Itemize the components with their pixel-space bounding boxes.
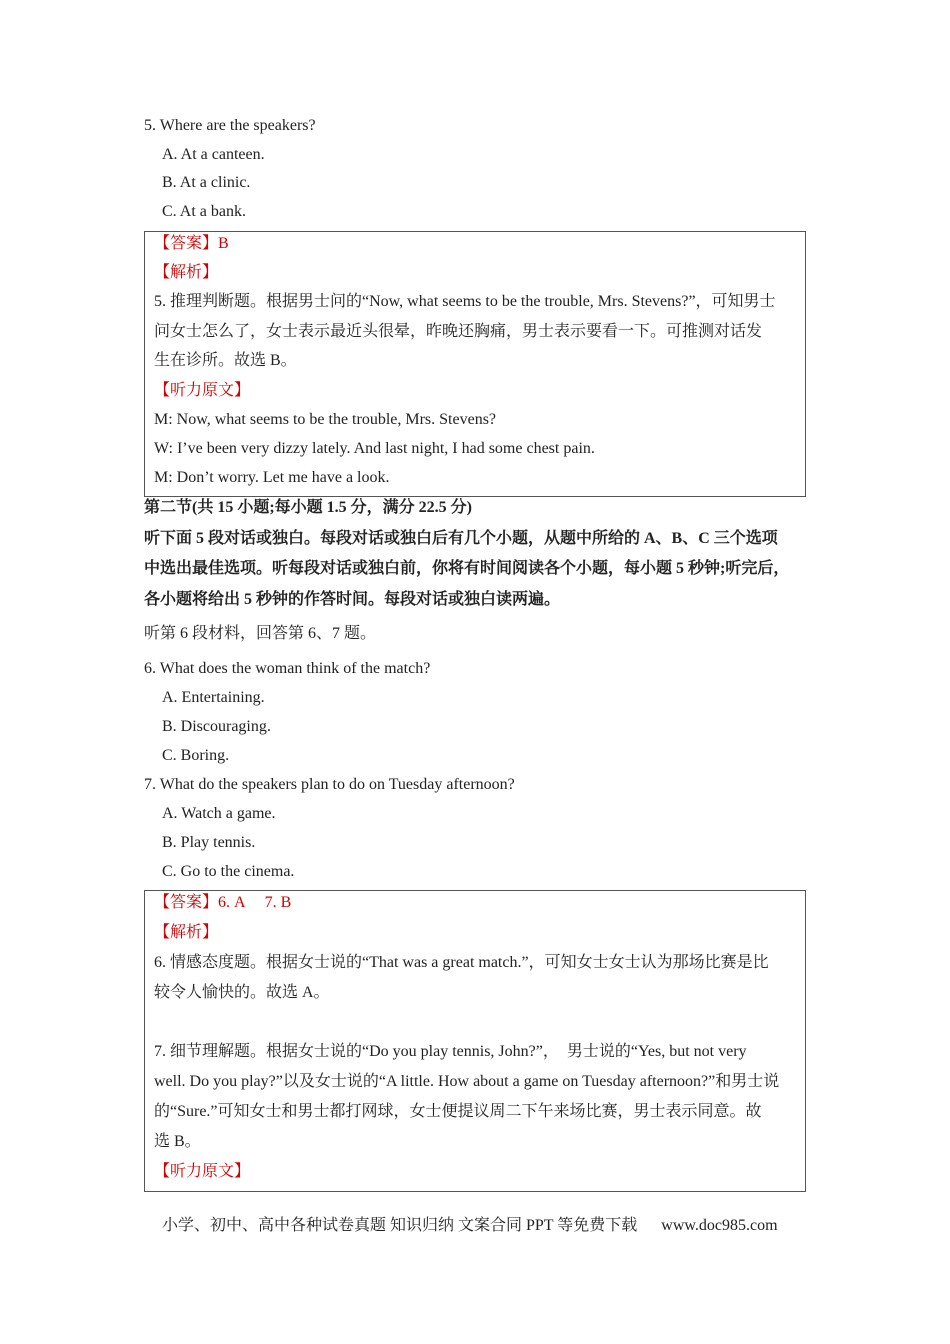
q5-option-b: B. At a clinic. (162, 174, 251, 191)
q7-option-b: B. Play tennis. (162, 834, 256, 851)
answer-label: 【答案】B (154, 235, 229, 252)
analysis-line: 7. 细节理解题。根据女士说的“Do you play tennis, John?”， 男士说的“Yes, but not very (154, 1043, 747, 1060)
answer-box-q5 (144, 231, 806, 497)
analysis-line: well. Do you play?”以及女士说的“A little. How about a game on Tuesday afternoon?”和男士说 (154, 1073, 780, 1090)
q5-option-a: A. At a canteen. (162, 146, 265, 163)
footer-site-link[interactable]: www.doc985.com (661, 1217, 778, 1234)
answer-box-q6-q7 (144, 890, 806, 1192)
q5-question: 5. Where are the speakers? (144, 117, 316, 134)
q7-option-c: C. Go to the cinema. (162, 863, 295, 880)
transcript-label: 【听力原文】 (154, 1163, 251, 1180)
transcript-line: M: Now, what seems to be the trouble, Mrs. Stevens? (154, 411, 497, 428)
analysis-line: 生在诊所。故选 B。 (154, 352, 297, 369)
instruction-line: 各小题将给出 5 秒钟的作答时间。每段对话或独白读两遍。 (144, 591, 561, 608)
footer-text: 小学、初中、高中各种试卷真题 知识归纳 文案合同 PPT 等免费下载 (162, 1217, 638, 1234)
analysis-line: 6. 情感态度题。根据女士说的“That was a great match.”，可知女士女士认为那场比赛是比 (154, 954, 769, 971)
instruction-line: 中选出最佳选项。听每段对话或独白前，你将有时间阅读各个小题，每小题 5 秒钟;听完后， (144, 560, 790, 577)
instruction-line: 听下面 5 段对话或独白。每段对话或独白后有几个小题，从题中所给的 A、B、C 三个选项 (144, 530, 778, 547)
answer-label: 【答案】6. A 7. B (154, 894, 292, 911)
q6-option-b: B. Discouraging. (162, 718, 271, 735)
q5-option-c: C. At a bank. (162, 203, 246, 220)
analysis-line: 选 B。 (154, 1133, 201, 1150)
analysis-line: 的“Sure.”可知女士和男士都打网球，女士便提议周二下午来场比赛，男士表示同意。故 (154, 1103, 762, 1120)
analysis-line: 5. 推理判断题。根据男士问的“Now, what seems to be the trouble, Mrs. Stevens?”，可知男士 (154, 293, 776, 310)
material-note: 听第 6 段材料，回答第 6、7 题。 (144, 625, 377, 642)
analysis-line: 问女士怎么了，女士表示最近头很晕，昨晚还胸痛，男士表示要看一下。可推测对话发 (154, 323, 763, 340)
page-footer (162, 1212, 778, 1235)
q6-question: 6. What does the woman think of the match? (144, 660, 431, 677)
transcript-line: M: Don’t worry. Let me have a look. (154, 469, 390, 486)
section-heading: 第二节(共 15 小题;每小题 1.5 分，满分 22.5 分) (144, 499, 472, 516)
q6-option-c: C. Boring. (162, 747, 230, 764)
analysis-line: 较令人愉快的。故选 A。 (154, 984, 330, 1001)
q7-question: 7. What do the speakers plan to do on Tuesday afternoon? (144, 776, 515, 793)
q7-option-a: A. Watch a game. (162, 805, 276, 822)
q6-option-a: A. Entertaining. (162, 689, 265, 706)
transcript-label: 【听力原文】 (154, 382, 251, 399)
analysis-label: 【解析】 (154, 264, 219, 281)
analysis-label: 【解析】 (154, 924, 219, 941)
transcript-line: W: I’ve been very dizzy lately. And last night, I had some chest pain. (154, 440, 595, 457)
